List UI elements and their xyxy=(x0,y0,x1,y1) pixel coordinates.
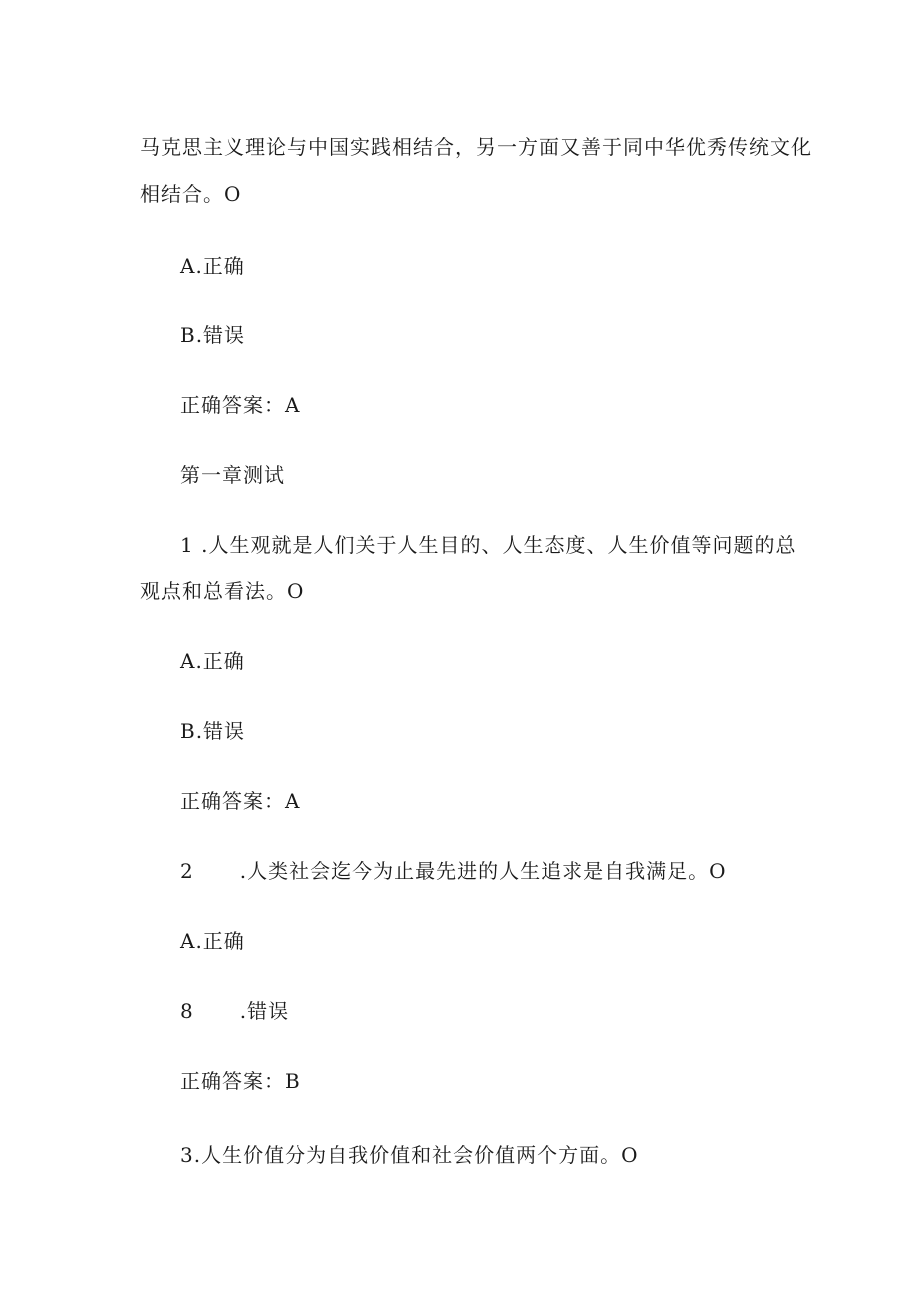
q3-text: 3.人生价值分为自我价值和社会价值两个方面。O xyxy=(180,1143,639,1167)
intro-text-line-2: 相结合。O xyxy=(140,182,242,206)
q2-option-a: A.正确 xyxy=(180,929,245,953)
q2-option-b-number: 8 xyxy=(180,999,194,1023)
q2-text xyxy=(180,857,727,885)
chapter-title: 第一章测试 xyxy=(180,463,285,487)
q2-option-b-label: .错误 xyxy=(239,999,290,1023)
intro-option-b: B.错误 xyxy=(180,323,246,347)
q2-number: 2 xyxy=(180,859,194,883)
q1-option-b: B.错误 xyxy=(180,719,246,743)
intro-option-a: A.正确 xyxy=(180,254,245,278)
q1-text-line-2: 观点和总看法。O xyxy=(140,579,305,603)
q1-text-line-1: 1 .人生观就是人们关于人生目的、人生态度、人生价值等问题的总 xyxy=(180,533,797,557)
q2-question: .人类社会迄今为止最先进的人生追求是自我满足。O xyxy=(239,859,727,883)
q2-option-b xyxy=(180,997,289,1025)
q1-answer: 正确答案：A xyxy=(180,789,301,813)
intro-text-line-1: 马克思主义理论与中国实践相结合，另一方面又善于同中华优秀传统文化 xyxy=(140,135,812,159)
q2-answer: 正确答案：B xyxy=(180,1069,301,1093)
intro-answer: 正确答案：A xyxy=(180,393,301,417)
q1-option-a: A.正确 xyxy=(180,649,245,673)
